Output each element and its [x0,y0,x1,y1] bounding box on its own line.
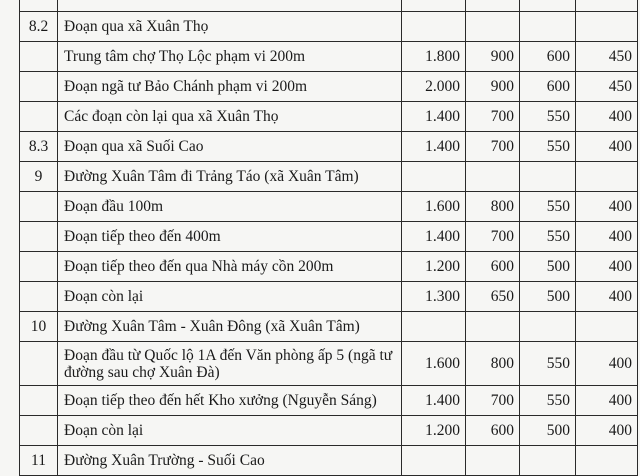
price-3: 550 [520,102,576,132]
price-4: 450 [576,42,638,72]
price-2 [466,446,520,476]
row-number [20,0,58,12]
row-name: Đoạn còn lại [58,416,402,446]
table-row [20,446,638,476]
price-1 [402,12,466,42]
price-3 [520,0,576,12]
price-4: 450 [576,72,638,102]
table-row [20,0,638,12]
row-number [20,222,58,252]
price-4: 400 [576,102,638,132]
price-2 [466,0,520,12]
price-4: 400 [576,342,638,386]
price-3: 600 [520,42,576,72]
price-1: 2.000 [402,72,466,102]
price-1: 1.800 [402,42,466,72]
row-name: Đường Xuân Tâm - Xuân Đông (xã Xuân Tâm) [58,312,402,342]
table-row [20,132,638,162]
row-number [20,386,58,416]
row-name: Trung tâm chợ Thọ Lộc phạm vi 200m [58,42,402,72]
table-row [20,192,638,222]
row-name: Đoạn tiếp theo đến 400m [58,222,402,252]
price-2 [466,312,520,342]
price-4: 400 [576,252,638,282]
price-4: 400 [576,386,638,416]
price-1: 1.400 [402,222,466,252]
price-1 [402,0,466,12]
price-3: 500 [520,416,576,446]
price-3: 550 [520,342,576,386]
price-3: 550 [520,386,576,416]
price-2 [466,162,520,192]
row-number: 8.2 [20,12,58,42]
row-number [20,416,58,446]
price-1: 1.400 [402,386,466,416]
row-number: 9 [20,162,58,192]
price-3: 500 [520,252,576,282]
table-row [20,386,638,416]
price-4: 400 [576,222,638,252]
land-price-table [19,0,638,476]
table-row [20,342,638,386]
row-name: Đoạn tiếp theo đến hết Kho xưởng (Nguyễn Sáng) [58,386,402,416]
price-1: 1.200 [402,252,466,282]
price-4: 400 [576,132,638,162]
price-3 [520,446,576,476]
row-name: Đoạn qua xã Suối Cao [58,132,402,162]
table-row [20,282,638,312]
price-2: 650 [466,282,520,312]
price-3 [520,312,576,342]
price-3: 500 [520,282,576,312]
table-row [20,162,638,192]
price-4 [576,0,638,12]
table-row [20,416,638,446]
row-name: Đoạn ngã tư Bảo Chánh phạm vi 200m [58,72,402,102]
row-number [20,252,58,282]
price-4 [576,162,638,192]
price-2 [466,12,520,42]
price-2: 700 [466,132,520,162]
row-number [20,342,58,386]
row-name: Đoạn đầu từ Quốc lộ 1A đến Văn phòng ấp 5 (ngã tư đường sau chợ Xuân Đà) [58,342,402,386]
price-1: 1.300 [402,282,466,312]
table-row [20,12,638,42]
price-2: 900 [466,42,520,72]
row-number: 11 [20,446,58,476]
price-4: 400 [576,192,638,222]
price-2: 800 [466,192,520,222]
price-1: 1.600 [402,342,466,386]
table-row [20,252,638,282]
row-number [20,192,58,222]
price-1 [402,312,466,342]
price-1: 1.200 [402,416,466,446]
row-name: Đường Xuân Tâm đi Trảng Táo (xã Xuân Tâm) [58,162,402,192]
price-2: 600 [466,416,520,446]
price-3 [520,12,576,42]
row-name: Các đoạn còn lại qua xã Xuân Thọ [58,102,402,132]
price-2: 700 [466,102,520,132]
table-row [20,222,638,252]
row-number: 10 [20,312,58,342]
price-4 [576,446,638,476]
row-name: Đoạn tiếp theo đến qua Nhà máy cồn 200m [58,252,402,282]
price-2: 600 [466,252,520,282]
row-name: Đường Xuân Trường - Suối Cao [58,446,402,476]
price-3: 550 [520,132,576,162]
row-name: Đoạn đầu 100m [58,192,402,222]
table-row [20,102,638,132]
price-4: 400 [576,282,638,312]
price-3 [520,162,576,192]
price-1 [402,162,466,192]
row-name: Đoạn qua xã Xuân Thọ [58,12,402,42]
price-2: 900 [466,72,520,102]
row-number [20,102,58,132]
price-1: 1.600 [402,192,466,222]
price-4: 400 [576,416,638,446]
price-2: 700 [466,222,520,252]
price-2: 700 [466,386,520,416]
row-name: Đoạn còn lại [58,282,402,312]
price-3: 550 [520,222,576,252]
price-1: 1.400 [402,102,466,132]
price-4 [576,12,638,42]
table-row [20,312,638,342]
row-name [58,0,402,12]
row-number [20,282,58,312]
price-1 [402,446,466,476]
row-number: 8.3 [20,132,58,162]
price-2: 800 [466,342,520,386]
table-row [20,72,638,102]
row-number [20,42,58,72]
price-3: 600 [520,72,576,102]
price-4 [576,312,638,342]
table-row [20,42,638,72]
price-1: 1.400 [402,132,466,162]
price-3: 550 [520,192,576,222]
row-number [20,72,58,102]
